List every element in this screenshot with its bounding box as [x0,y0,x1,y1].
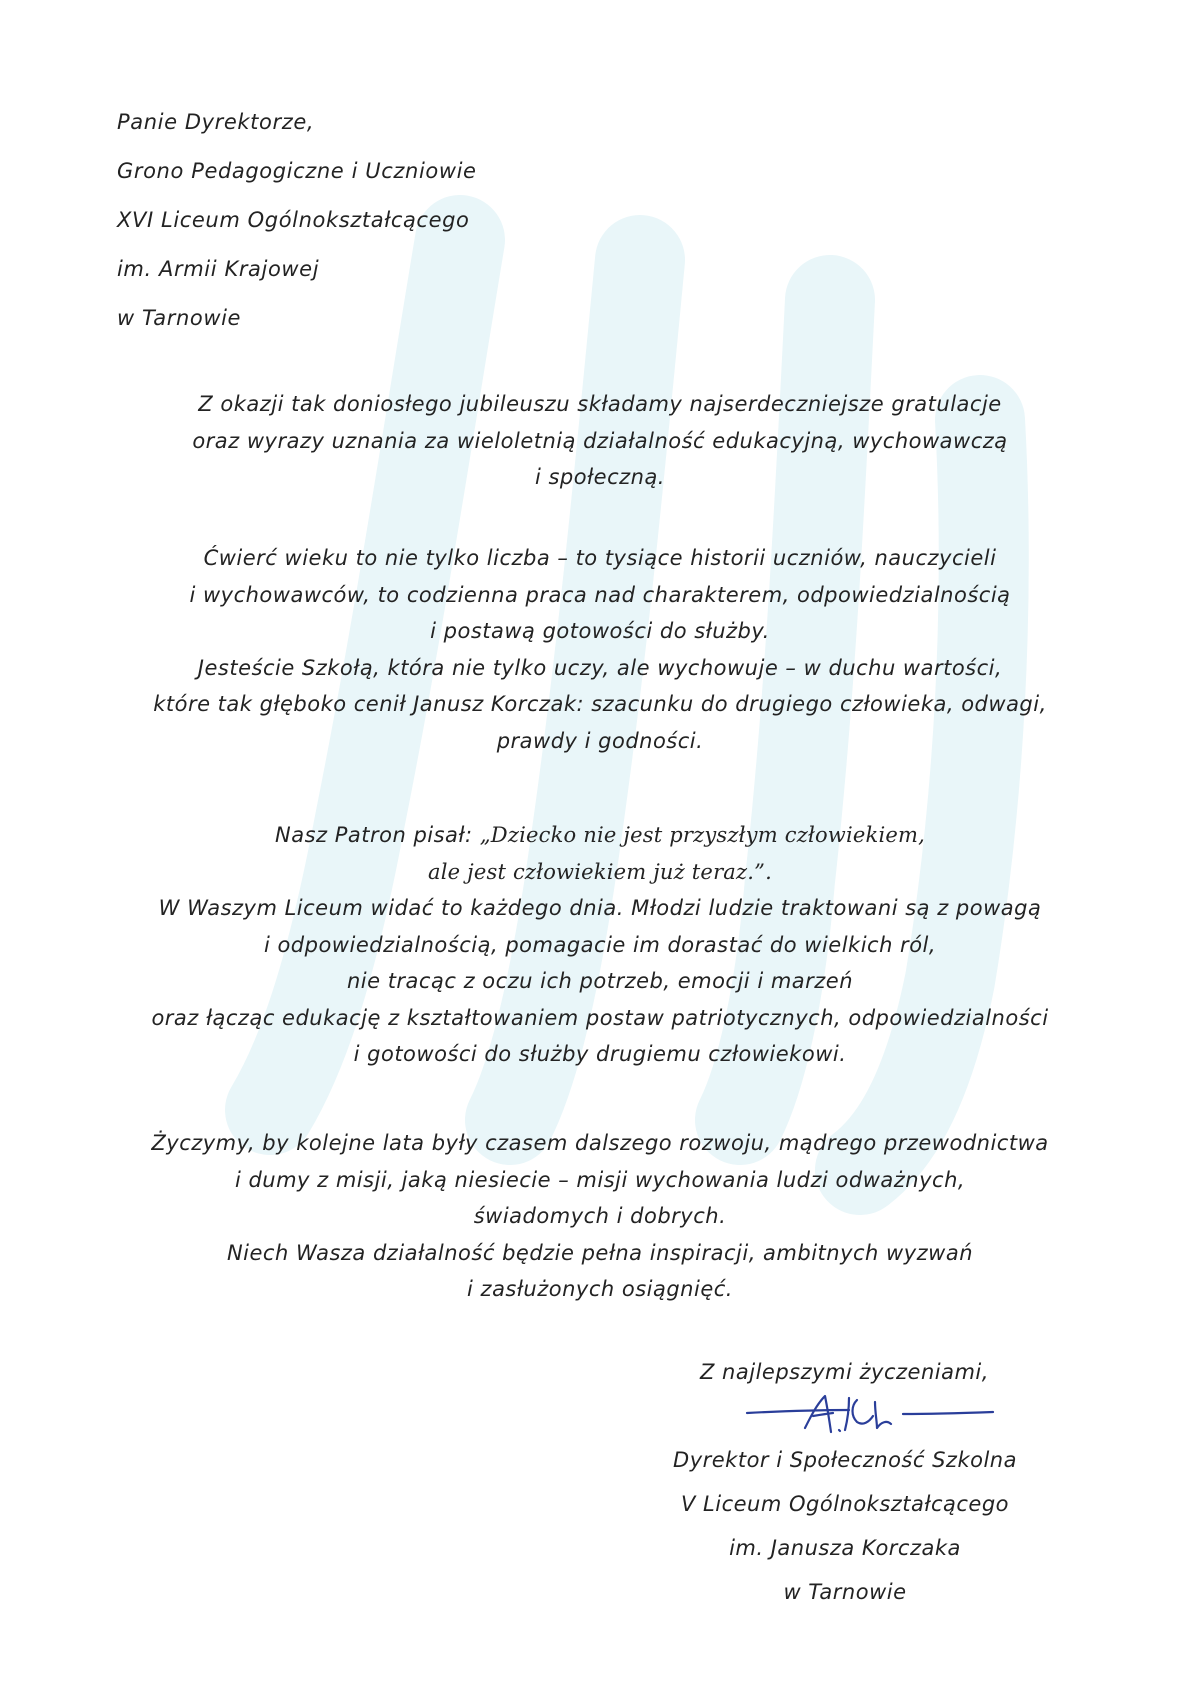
paragraph-line: i wychowawców, to codzienna praca nad charakterem, odpowiedzialnością [189,582,1011,607]
sender-block [630,1438,1060,1614]
paragraph-line: oraz wyrazy uznania za wieloletnią działalność edukacyjną, wychowawczą [192,428,1008,453]
sender-line: V Liceum Ogólnokształcącego [681,1492,1009,1516]
addressee-line: Grono Pedagogiczne i Uczniowie [117,159,477,183]
patron-intro: Nasz Patron pisał: [275,823,480,847]
paragraph-wishes [100,1125,1100,1308]
sender-line: w Tarnowie [783,1580,907,1604]
paragraph-line: i zasłużonych osiągnięć. [467,1277,733,1301]
patron-quote-line [100,817,1100,854]
sender-line: im. Janusza Korczaka [729,1536,961,1560]
paragraph-patron-quote [100,817,1100,1073]
paragraph-line: W Waszym Liceum widać to każdego dnia. Młodzi ludzie traktowani są z powagą [158,896,1042,920]
paragraph-line: Ćwierć wieku to nie tylko liczba – to tysiące historii uczniów, nauczycieli [203,546,997,570]
patron-quote-part1: „Dziecko nie jest przyszłym człowiekiem, [479,823,925,847]
paragraph-line: Z okazji tak doniosłego jubileuszu składamy najserdeczniejsze gratulacje [198,392,1002,416]
paragraph-line: i społeczną. [534,465,665,489]
paragraph-line: świadomych i dobrych. [473,1204,727,1228]
paragraph-congratulations [100,386,1100,496]
paragraph-line: które tak głęboko cenił Janusz Korczak: szacunku do drugiego człowieka, odwagi, [153,692,1047,716]
patron-quote-part2: ale jest człowiekiem już teraz.”. [428,859,772,884]
addressee-line: im. Armii Krajowej [117,257,320,281]
paragraph-line: prawdy i godności. [496,728,704,753]
paragraph-line: nie tracąc z oczu ich potrzeb, emocji i marzeń [346,969,854,993]
paragraph-quarter-century [100,540,1100,759]
paragraph-line: oraz łącząc edukację z kształtowaniem postaw patriotycznych, odpowiedzialności [151,1005,1049,1030]
paragraph-line: i odpowiedzialnością, pomagacie im dorastać do wielkich ról, [263,932,937,957]
closing-salutation: Z najlepszymi życzeniami, [700,1360,989,1384]
addressee-line: XVI Liceum Ogólnokształcącego [117,208,470,232]
paragraph-line: i postawą gotowości do służby. [430,619,770,643]
paragraph-line: Jesteście Szkołą, która nie tylko uczy, ale wychowuje – w duchu wartości, [197,655,1003,680]
addressee-block [117,98,477,343]
paragraph-line: i dumy z misji, jaką niesiecie – misji wychowania ludzi odważnych, [234,1167,966,1192]
paragraph-line: Życzymy, by kolejne lata były czasem dalszego rozwoju, mądrego przewodnictwa [151,1131,1049,1155]
paragraph-line: Niech Wasza działalność będzie pełna inspiracji, ambitnych wyzwań [226,1240,974,1265]
handwritten-signature [745,1388,995,1448]
sender-line: Dyrektor i Społeczność Szkolna [673,1448,1017,1472]
addressee-line: w Tarnowie [117,306,242,330]
addressee-line: Panie Dyrektorze, [117,110,315,134]
paragraph-line: i gotowości do służby drugiemu człowiekowi. [353,1042,847,1066]
